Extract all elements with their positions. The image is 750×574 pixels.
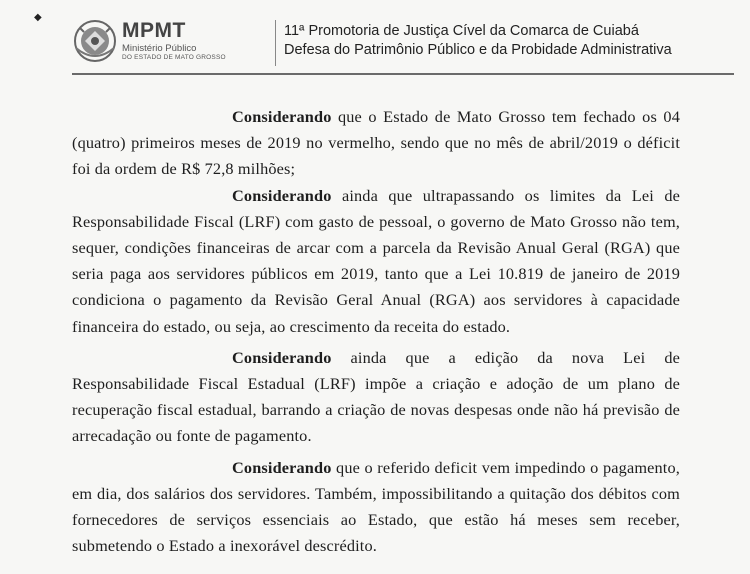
paragraph-text: ainda que a edição da nova Lei de Responsabilidade Fiscal Estadual (LRF) impõe a criação e adoção de um plano de recuperação fiscal estadual, barrando a criação de novas despesas onde não há previsão de arrecadação ou fonte de pagamento. [72, 347, 680, 446]
paragraph-4 [72, 455, 680, 560]
corner-mark: ◆ [34, 12, 42, 23]
paragraph-lead: Considerando [232, 347, 332, 367]
brand-subtitle: Ministério Público [122, 43, 197, 54]
paragraph-2 [72, 183, 680, 340]
brand-subtitle-state: DO ESTADO DE MATO GROSSO [122, 54, 226, 61]
paragraph-lead: Considerando [232, 457, 332, 477]
paragraph-3 [72, 345, 680, 450]
header-rule [72, 73, 734, 75]
org-line-2: Defesa do Patrimônio Público e da Probidade Administrativa [284, 42, 672, 58]
org-line-1: 11ª Promotoria de Justiça Cível da Comarca de Cuiabá [284, 23, 639, 39]
organization-block [284, 22, 672, 60]
brand-block [122, 20, 226, 62]
letterhead [72, 18, 722, 68]
paragraph-lead: Considerando [232, 185, 332, 205]
paragraph-text: ainda que ultrapassando os limites da Lei de Responsabilidade Fiscal (LRF) com gasto de pessoal, o governo de Mato Grosso não tem, sequer, condições financeiras de arcar com a parcela da Revisão Anual Geral (RGA) que seria paga aos servidores públicos em 2019, tanto que a Lei 10.819 de janeiro de 2019 condiciona o pagamento da Revisão Geral Anual (RGA) aos servidores à capacidade financeira do estado, ou seja, ao crescimento da receita do estado. [72, 185, 680, 336]
coat-of-arms-icon [72, 18, 118, 64]
paragraph-1 [72, 104, 680, 183]
paragraph-lead: Considerando [232, 107, 332, 126]
brand-name: MPMT [122, 19, 186, 42]
header-divider [275, 20, 276, 66]
paragraph-text: que o Estado de Mato Grosso tem fechado os 04 (quatro) primeiros meses de 2019 no vermelho, sendo que no mês de abril/2019 o déficit foi da ordem de R$ 72,8 milhões; [72, 107, 680, 179]
document-body [72, 104, 680, 559]
paragraph-text: que o referido deficit vem impedindo o pagamento, em dia, dos salários dos servidores. Também, impossibilitando a quitação dos débitos com fornecedores de serviços essenciais ao Estado, que estão há meses sem receber, submetendo o Estado a inexorável descrédito. [72, 457, 680, 556]
